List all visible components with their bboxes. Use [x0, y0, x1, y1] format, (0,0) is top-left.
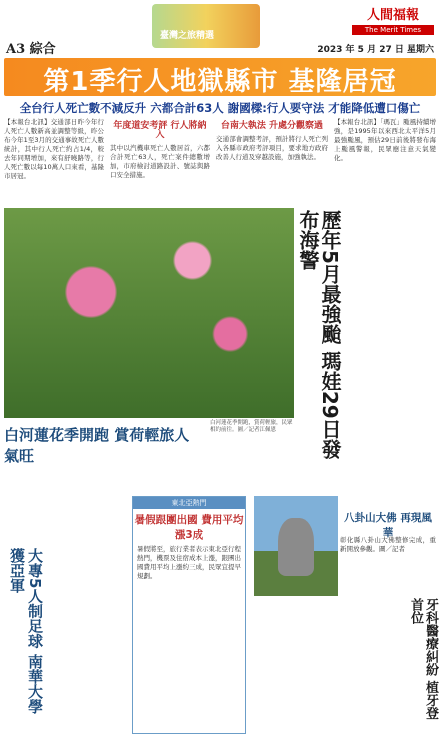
summer-tag: 東北亞熱門	[133, 497, 245, 509]
lotus-caption: 白河蓮花季開跑，賞荷輕旅，民眾相約前往。圖／記者江佩恩	[210, 420, 293, 433]
banner-image	[152, 4, 260, 48]
banner-text: 臺灣之旅精選	[160, 31, 215, 41]
column-heading: 台南大執法 升處分觀察過	[220, 121, 324, 131]
column-text: 【本報台北訊】交通部日昨今年行人死亡人數新高並調整等級，昨公布今年1至3月的交通事故死亡人數統計，其中行人死亡約占1/4，較去年同期增加，來有舒曉路等，行人死亡數以每10萬人口來看，基隆市居冠。	[4, 118, 104, 180]
column-text: 【本報台北訊】「瑪瓦」颱風持續增強，是1995年以來西北太平洋5月最強颱風，預估29日前後將發布海上颱風警報，民眾應注意天氣變化。	[334, 118, 436, 162]
article-column-2	[110, 118, 210, 206]
buddha-body: 彰化縣八卦山大佛整修完成，重新開放參觀。圖／記者	[340, 536, 436, 553]
buddha-figure	[278, 518, 314, 576]
dateline: 2023 年 5 月 27 日 星期六	[317, 45, 434, 55]
summer-travel-box	[132, 496, 246, 734]
article-column-4	[334, 118, 436, 458]
summer-body: 暑假將至，旅行業者表示東北亞行程熱門，機票及住宿成本上漲，跟團出國費用平均上漲約三成，民眾宜提早規劃。	[137, 545, 241, 580]
buddha-photo	[254, 496, 338, 596]
lead-headline: 第1季行人地獄縣市 基隆居冠	[43, 67, 397, 97]
headline-bar	[4, 58, 436, 96]
lotus-headline: 白河蓮花季開跑 賞荷輕旅人氣旺	[4, 426, 190, 465]
logo-english: The Merit Times	[352, 25, 434, 35]
dental-headline: 牙科醫療糾紛 植牙登首位	[408, 598, 438, 720]
lotus-photo	[4, 208, 294, 418]
article-column-1	[4, 118, 104, 206]
football-headline: 大專5人制足球 南華大學獲亞軍	[8, 548, 44, 714]
column-text: 其中以汽機車死亡人數居首，六都合計死亡63人，死亡案件總數增加，市府檢討道路設計、號誌與路口安全措施。	[110, 144, 210, 179]
logo-chinese: 人間福報	[366, 8, 419, 23]
section-label: A3 綜合	[6, 42, 56, 57]
typhoon-headline: 歷年5月最強颱 瑪娃29日發布海警	[296, 210, 342, 459]
summer-headline: 暑假跟團出國 費用平均漲3成	[134, 514, 244, 541]
masthead-logo	[352, 4, 434, 36]
column-text: 交通部會調整考評，預計將行人死亡列入各縣市政府考評項目，要求地方政府改善人行道及穿越設施，加強執法。	[216, 135, 328, 161]
buddha-headline: 八卦山大佛 再現風華	[344, 512, 432, 539]
page-header	[0, 0, 440, 56]
column-heading: 年度道安考評 行人將納入	[113, 121, 207, 140]
lead-subhead: 全台行人死亡數不減反升 六都合計63人 謝國樑:行人要守法 才能降低遭口傷亡	[19, 101, 421, 115]
article-column-3	[216, 118, 328, 206]
